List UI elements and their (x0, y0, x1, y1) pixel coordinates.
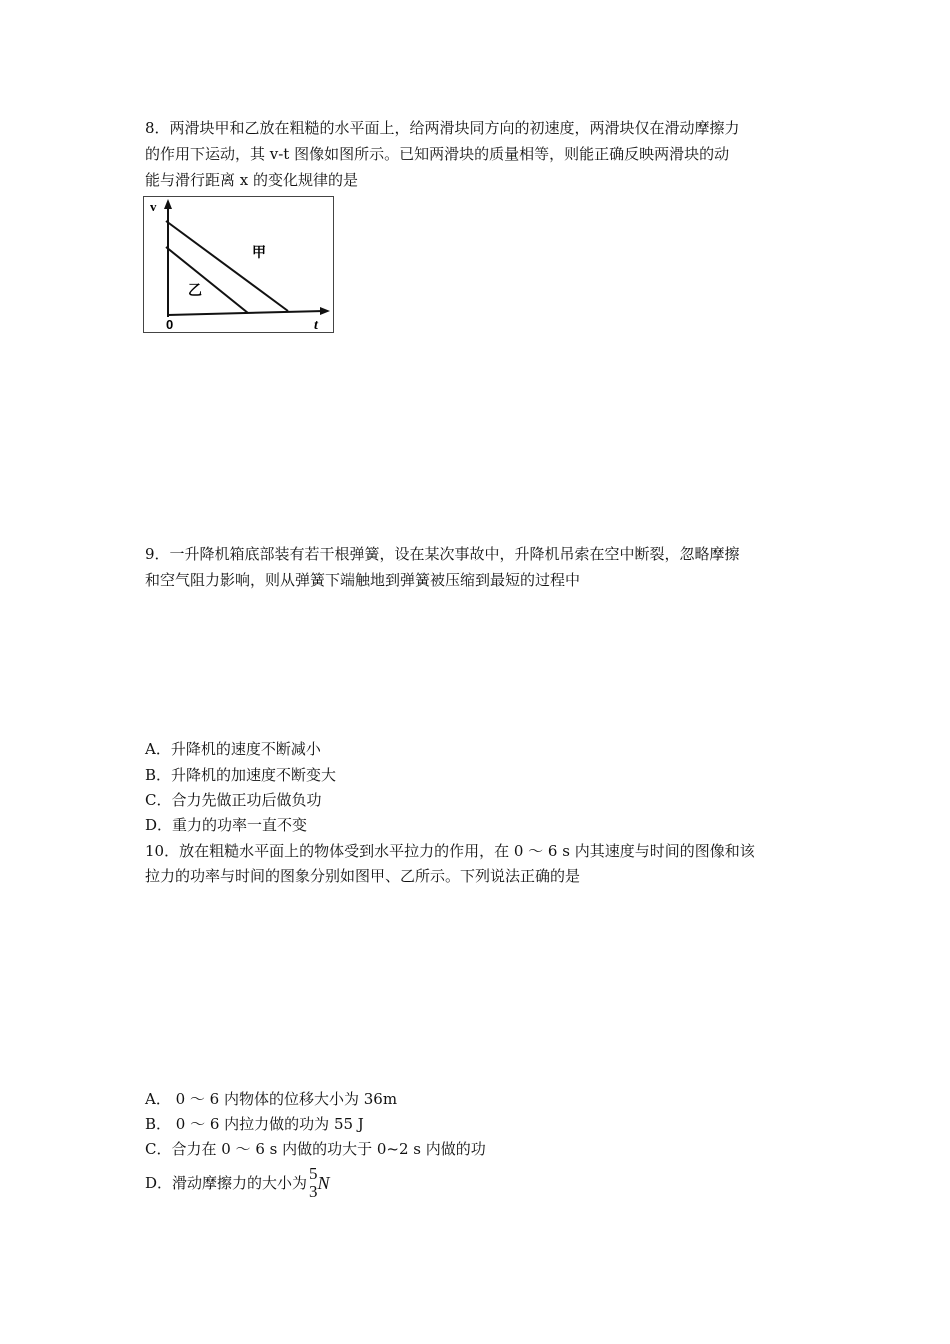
q10-option-a: A． 0 ～ 6 内物体的位移大小为 36m (145, 1090, 398, 1108)
t-axis-label: t (314, 318, 318, 333)
q9-option-b: B．升降机的加速度不断变大 (145, 766, 337, 784)
vt-graph-svg (144, 197, 335, 334)
q8-line-3: 能与滑行距离 x 的变化规律的是 (145, 171, 358, 189)
unit-n: N (317, 1173, 330, 1193)
q9-option-d: D．重力的功率一直不变 (145, 816, 308, 834)
line-yi (166, 247, 248, 313)
line-jia (166, 221, 288, 311)
q8-line-1: 8．两滑块甲和乙放在粗糙的水平面上，给两滑块同方向的初速度，两滑块仅在滑动摩擦力 (145, 119, 740, 137)
label-yi: 乙 (188, 283, 202, 299)
t-axis-arrow (320, 307, 330, 315)
q10-option-c: C．合力在 0 ～ 6 s 内做的功大于 0~2 s 内做的功 (145, 1140, 486, 1158)
q9-option-c: C．合力先做正功后做负功 (145, 791, 322, 809)
origin-label: 0 (166, 317, 174, 332)
q10-option-b: B． 0 ～ 6 内拉力做的功为 55 J (145, 1115, 364, 1133)
v-axis-label: v (150, 199, 157, 214)
q10-option-d (145, 1164, 330, 1201)
q8-line-2: 的作用下运动，其 v-t 图像如图所示。已知两滑块的质量相等，则能正确反映两滑块的动 (145, 145, 730, 163)
q10-line-2: 拉力的功率与时间的图象分别如图甲、乙所示。下列说法正确的是 (145, 867, 581, 885)
q10-option-d-text: D．滑动摩擦力的大小为 (145, 1174, 308, 1192)
fraction (309, 1165, 318, 1201)
v-axis-arrow (164, 199, 172, 209)
q9-line-1: 9．一升降机箱底部装有若干根弹簧，设在某次事故中，升降机吊索在空中断裂，忽略摩擦 (145, 545, 740, 563)
q9-line-2: 和空气阻力影响，则从弹簧下端触地到弹簧被压缩到最短的过程中 (145, 571, 581, 589)
fraction-denominator: 3 (309, 1182, 318, 1201)
label-jia: 甲 (252, 245, 266, 261)
q9-option-a: A．升降机的速度不断减小 (145, 740, 321, 758)
q10-line-1: 10．放在粗糙水平面上的物体受到水平拉力的作用，在 0 ～ 6 s 内其速度与时间的图像和该 (145, 842, 755, 860)
fraction-numerator: 5 (309, 1164, 318, 1183)
q8-vt-graph (143, 196, 334, 333)
